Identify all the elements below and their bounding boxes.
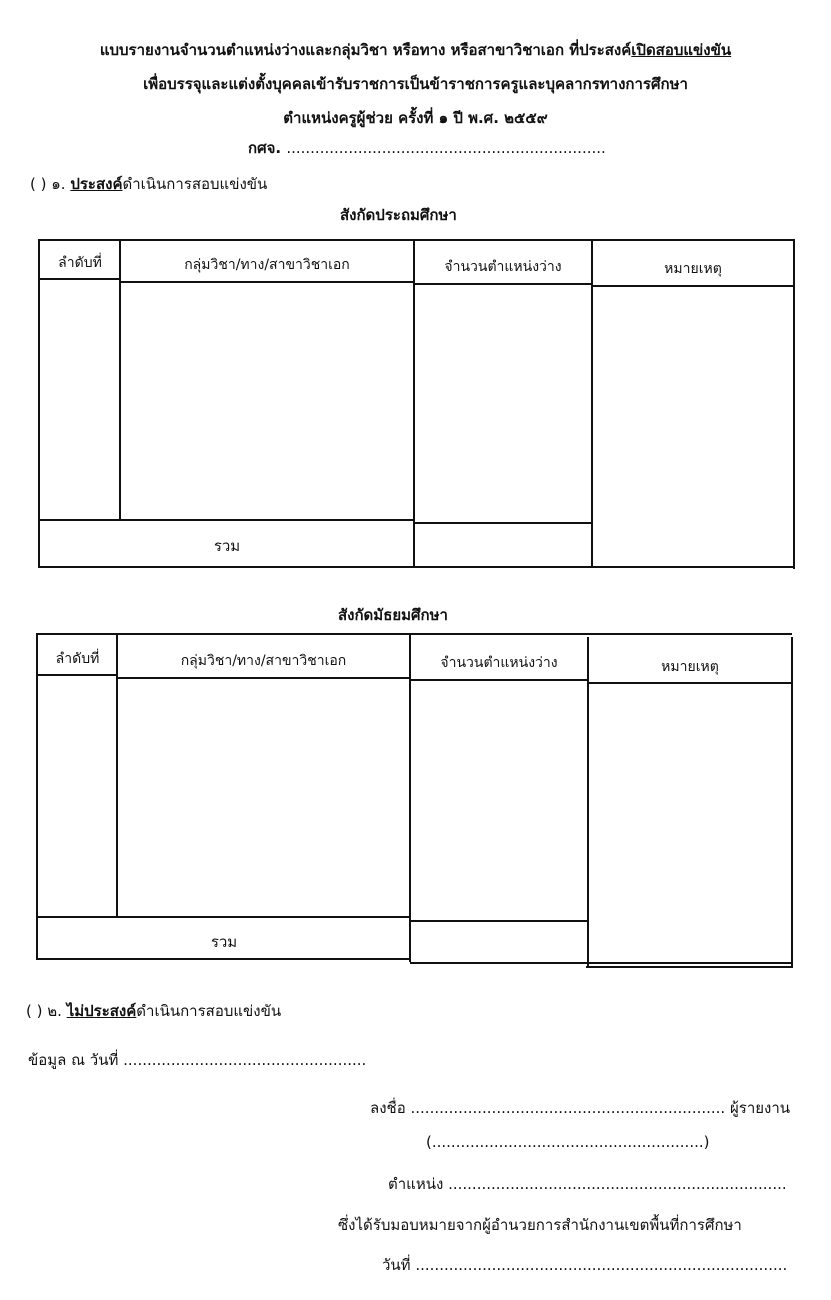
table-1-col-note: หมายเหตุ xyxy=(664,261,722,277)
title-line-2: เพื่อบรรจุและแต่งตั้งบุคคลเข้ารับราชการเป็นข้าราชการครูและบุคลากรทางการศึกษา xyxy=(143,75,688,93)
reporter-name-field[interactable]: (.........................................................) xyxy=(426,1133,710,1151)
position-field xyxy=(388,1172,787,1196)
sign-date-field xyxy=(382,1253,787,1277)
option-2-number: ๒. xyxy=(47,1002,62,1020)
report-date-dots[interactable]: ................................................... xyxy=(123,1051,367,1069)
table-2-total-label: รวม xyxy=(210,933,238,951)
table-1-heading: สังกัดประถมศึกษา xyxy=(340,206,457,224)
table-1-col-count: จำนวนตำแหน่งว่าง xyxy=(444,259,562,275)
office-dots: ................................................................... xyxy=(286,139,606,157)
option-1-checkbox[interactable]: ( ) xyxy=(30,175,47,193)
position-dots[interactable]: ....................................................................... xyxy=(448,1175,787,1193)
title-line-1-text: แบบรายงานจำนวนตำแหน่งว่างและกลุ่มวิชา หรือทาง หรือสาขาวิชาเอก ที่ประสงค์ xyxy=(99,41,632,59)
table-2-col-count: จำนวนตำแหน่งว่าง xyxy=(440,655,558,671)
office-label: กศจ. xyxy=(248,139,282,157)
option-2-checkbox[interactable]: ( ) xyxy=(26,1002,43,1020)
sign-date-dots[interactable]: .............................................................................. xyxy=(415,1256,788,1274)
title-line-3: ตำแหน่งครูผู้ช่วย ครั้งที่ ๑ ปี พ.ศ. ๒๕๕๙ xyxy=(283,109,548,127)
sign-date-label: วันที่ xyxy=(382,1256,411,1274)
signature-suffix: ผู้รายงาน xyxy=(729,1099,791,1117)
title-line-1-underlined: เปิดสอบแข่งขัน xyxy=(631,41,732,59)
table-2-col-no: ลำดับที่ xyxy=(55,651,100,667)
signature-field xyxy=(370,1096,790,1120)
table-1-col-no: ลำดับที่ xyxy=(58,255,102,271)
option-2-rest: ดำเนินการสอบแข่งขัน xyxy=(136,1002,282,1020)
option-1-keyword: ประสงค์ xyxy=(70,175,123,193)
report-date-label: ข้อมูล ณ วันที่ xyxy=(28,1051,119,1069)
signature-label: ลงชื่อ xyxy=(370,1099,406,1117)
position-label: ตำแหน่ง xyxy=(388,1175,444,1193)
option-2 xyxy=(26,999,281,1023)
table-2-heading: สังกัดมัธยมศึกษา xyxy=(338,606,448,624)
signature-dots[interactable]: .................................................................. xyxy=(410,1099,726,1117)
table-1-total-label: รวม xyxy=(213,537,241,555)
table-2-col-note: หมายเหตุ xyxy=(661,659,719,675)
option-1-rest: ดำเนินการสอบแข่งขัน xyxy=(122,175,268,193)
table-1-col-subject: กลุ่มวิชา/ทาง/สาขาวิชาเอก xyxy=(184,257,350,273)
option-1-number: ๑. xyxy=(51,175,66,193)
table-2-col-subject: กลุ่มวิชา/ทาง/สาขาวิชาเอก xyxy=(180,653,347,669)
report-date-field xyxy=(28,1048,366,1072)
option-2-keyword: ไม่ประสงค์ xyxy=(66,1002,137,1020)
delegation-text: ซึ่งได้รับมอบหมายจากผู้อำนวยการสำนักงานเขตพื้นที่การศึกษา xyxy=(338,1216,742,1234)
